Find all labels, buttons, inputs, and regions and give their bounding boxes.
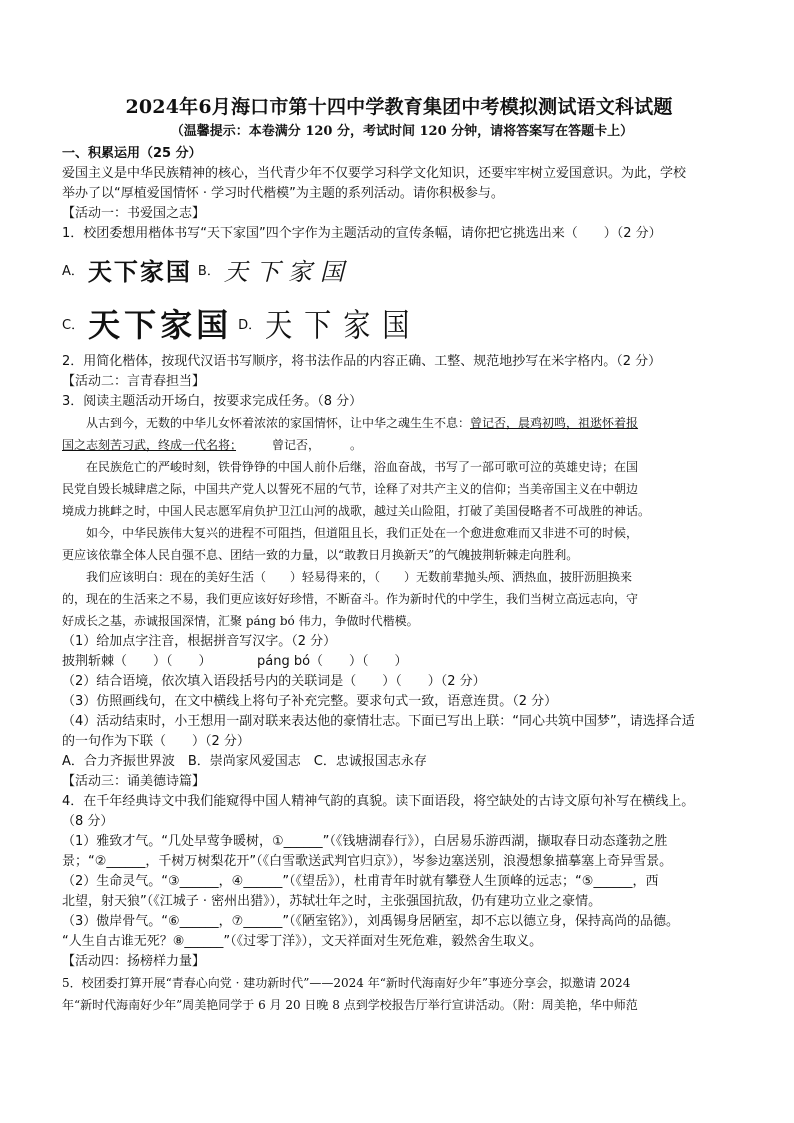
question-5-line: 5．校团委打算开展“青春心向党 · 建功新时代”——2024 年“新时代海南好少年”事迹分享会，拟邀请 2024 xyxy=(62,976,631,990)
exam-title: 2024年6月海口市第十四中学教育集团中考模拟测试语文科试题 xyxy=(125,96,673,118)
question-5 xyxy=(62,972,742,1016)
sub-question-1: （1）给加点字注音，根据拼音写汉字。（2 分） xyxy=(62,634,337,649)
exam-page xyxy=(62,92,742,1016)
option-b-calligraphy: 天下家国 xyxy=(223,257,352,286)
section-intro-line: 爱国主义是中华民族精神的核心，当代青少年不仅要学习科学文化知识，还要牢牢树立爱国意识。为此，学校 xyxy=(62,166,687,181)
reading-passage xyxy=(62,412,742,632)
poem-fill-line: （2）生命灵气。“③______，④______”（《望岳》），杜甫青年时就有攀登人生顶峰的远志；“⑤______，西 xyxy=(62,874,659,889)
option-a-label[interactable]: A． xyxy=(62,263,84,279)
poem-fill-line: 景；“②______，千树万树梨花开”（《白雪歌送武判官归京》），岑参边塞送别，浪漫想象描摹塞上奇异雪景。 xyxy=(62,854,673,869)
underlined-sentence: 曾记否，晨鸡初鸣，祖逖怀着报 xyxy=(470,416,639,430)
poem-fill-line: （1）雅致才气。“几处早莺争暖树，①______”（《钱塘湖春行》），白居易乐游西湖，撷取春日动态蓬勃之胜 xyxy=(62,834,668,849)
activity-label: 【活动三：诵美德诗篇】 xyxy=(62,774,206,789)
question-3: 3．阅读主题活动开场白，按要求完成任务。（8 分） xyxy=(62,394,363,409)
question-4-score: （8 分） xyxy=(62,814,114,829)
sub-question-4-cont: 的一句作为下联（ ）（2 分） xyxy=(62,734,250,749)
underlined-sentence: 国之志刻苦习武，终成一代名将； xyxy=(62,438,237,452)
passage-line: 的，现在的生活来之不易，我们更应该好好珍惜，不断奋斗。作为新时代的中学生，我们当树立高远志向，守 xyxy=(62,592,639,606)
sub-question-4-options: A．合力齐振世界波 B．崇尚家风爱国志 C．忠诚报国志永存 xyxy=(62,754,427,769)
activity-label: 【活动四：扬榜样力量】 xyxy=(62,954,206,969)
passage-text: 从古到今，无数的中华儿女怀着浓浓的家国情怀，让中华之魂生生不息： xyxy=(86,416,471,430)
activity-label: 【活动一：书爱国之志】 xyxy=(62,206,206,221)
option-b-label[interactable]: B． xyxy=(197,263,220,279)
section-heading: 一、积累运用（25 分） xyxy=(62,146,202,161)
poem-fill-line: （3）傲岸骨气。“⑥______，⑦______”（《陋室铭》），刘禹锡身居陋室，却不忘以德立身，保持高尚的品德。 xyxy=(62,914,680,929)
passage-line: 境成力挑衅之时，中国人民志愿军肩负护卫江山河的战歌，越过关山险阻，打破了美国侵略者不可战胜的神话。 xyxy=(62,504,651,518)
option-d-calligraphy: 天下家国 xyxy=(265,306,422,344)
passage-text: 曾记否， 。 xyxy=(236,438,363,452)
option-d-label[interactable]: D． xyxy=(238,317,262,333)
sub-question-4: （4）活动结束时，小王想用一副对联来表达他的豪情壮志。下面已写出上联：“同心共筑中国梦”，请选择合适 xyxy=(62,714,695,729)
section-intro-line: 举办了以“厚植爱国情怀 · 学习时代楷模”为主题的系列活动。请你积极参与。 xyxy=(62,186,504,201)
option-c-calligraphy: 天下家国 xyxy=(88,306,233,344)
passage-line xyxy=(62,412,742,434)
passage-line: 好成长之基，赤诚报国深情，汇聚 páng bó 伟力，争做时代楷模。 xyxy=(62,614,419,628)
sub-question-3: （3）仿照画线句，在文中横线上将句子补充完整。要求句式一致，语意连贯。（2 分） xyxy=(62,694,558,709)
question-1: 1．校团委想用楷体书写“天下家国”四个字作为主题活动的宣传条幅，请你把它挑选出来（ ）（2 分） xyxy=(62,226,662,241)
calligraphy-options-row-cd xyxy=(62,294,742,352)
option-a-calligraphy: 天下家国 xyxy=(87,256,192,286)
passage-line: 我们应该明白：现在的美好生活（ ）轻易得来的，（ ）无数前辈抛头颅、洒热血，披肝沥胆换来 xyxy=(86,570,633,584)
poem-fill-line: “人生自古谁无死？⑧______”（《过零丁洋》），文天祥面对生死危难，毅然舍生取义。 xyxy=(62,934,543,949)
question-4: 4．在千年经典诗文中我们能窥得中国人精神气韵的真貌。读下面语段，将空缺处的古诗文原句补写在横线上。 xyxy=(62,794,695,809)
option-c-label[interactable]: C． xyxy=(62,317,85,333)
exam-subtitle: （温馨提示：本卷满分 120 分，考试时间 120 分钟，请将答案写在答题卡上） xyxy=(170,124,634,139)
passage-line: 如今，中华民族伟大复兴的进程不可阻挡，但道阻且长，我们正处在一个愈进愈难而又非进不可的时候， xyxy=(86,526,639,540)
passage-line: 民党自毁长城肆虐之际，中国共产党人以誓死不屈的气节，诠释了对共产主义的信仰；当美帝国主义在中朝边 xyxy=(62,482,639,496)
sub-question-2: （2）结合语境，依次填入语段括号内的关联词是（ ）（ ）（2 分） xyxy=(62,674,486,689)
calligraphy-options-row-ab xyxy=(62,244,742,294)
poem-fill-line: 北望，射天狼”（《江城子 · 密州出猎》），苏轼壮年之时，主张强国抗敌，仍有建功立业之豪情。 xyxy=(62,894,602,909)
passage-line: 更应该依靠全体人民自强不息、团结一致的力量，以“敢教日月换新天”的气魄披荆斩棘走向胜利。 xyxy=(62,548,579,562)
passage-line: 在民族危亡的严峻时刻，铁骨铮铮的中国人前仆后继，浴血奋战，书写了一部可歌可泣的英雄史诗；在国 xyxy=(86,460,639,474)
activity-label: 【活动二：言青春担当】 xyxy=(62,374,206,389)
question-2: 2．用简化楷体，按现代汉语书写顺序，将书法作品的内容正确、工整、规范地抄写在米字格内。（2 分） xyxy=(62,354,662,369)
sub-question-1-answer-line: 披荆斩棘（ ）（ ） páng bó（ ）（ ） xyxy=(62,654,408,669)
passage-line xyxy=(62,434,742,456)
question-5-line: 年“新时代海南好少年”周美艳同学于 6 月 20 日晚 8 点到学校报告厅举行宣讲活动。（附：周美艳，华中师范 xyxy=(62,998,638,1012)
